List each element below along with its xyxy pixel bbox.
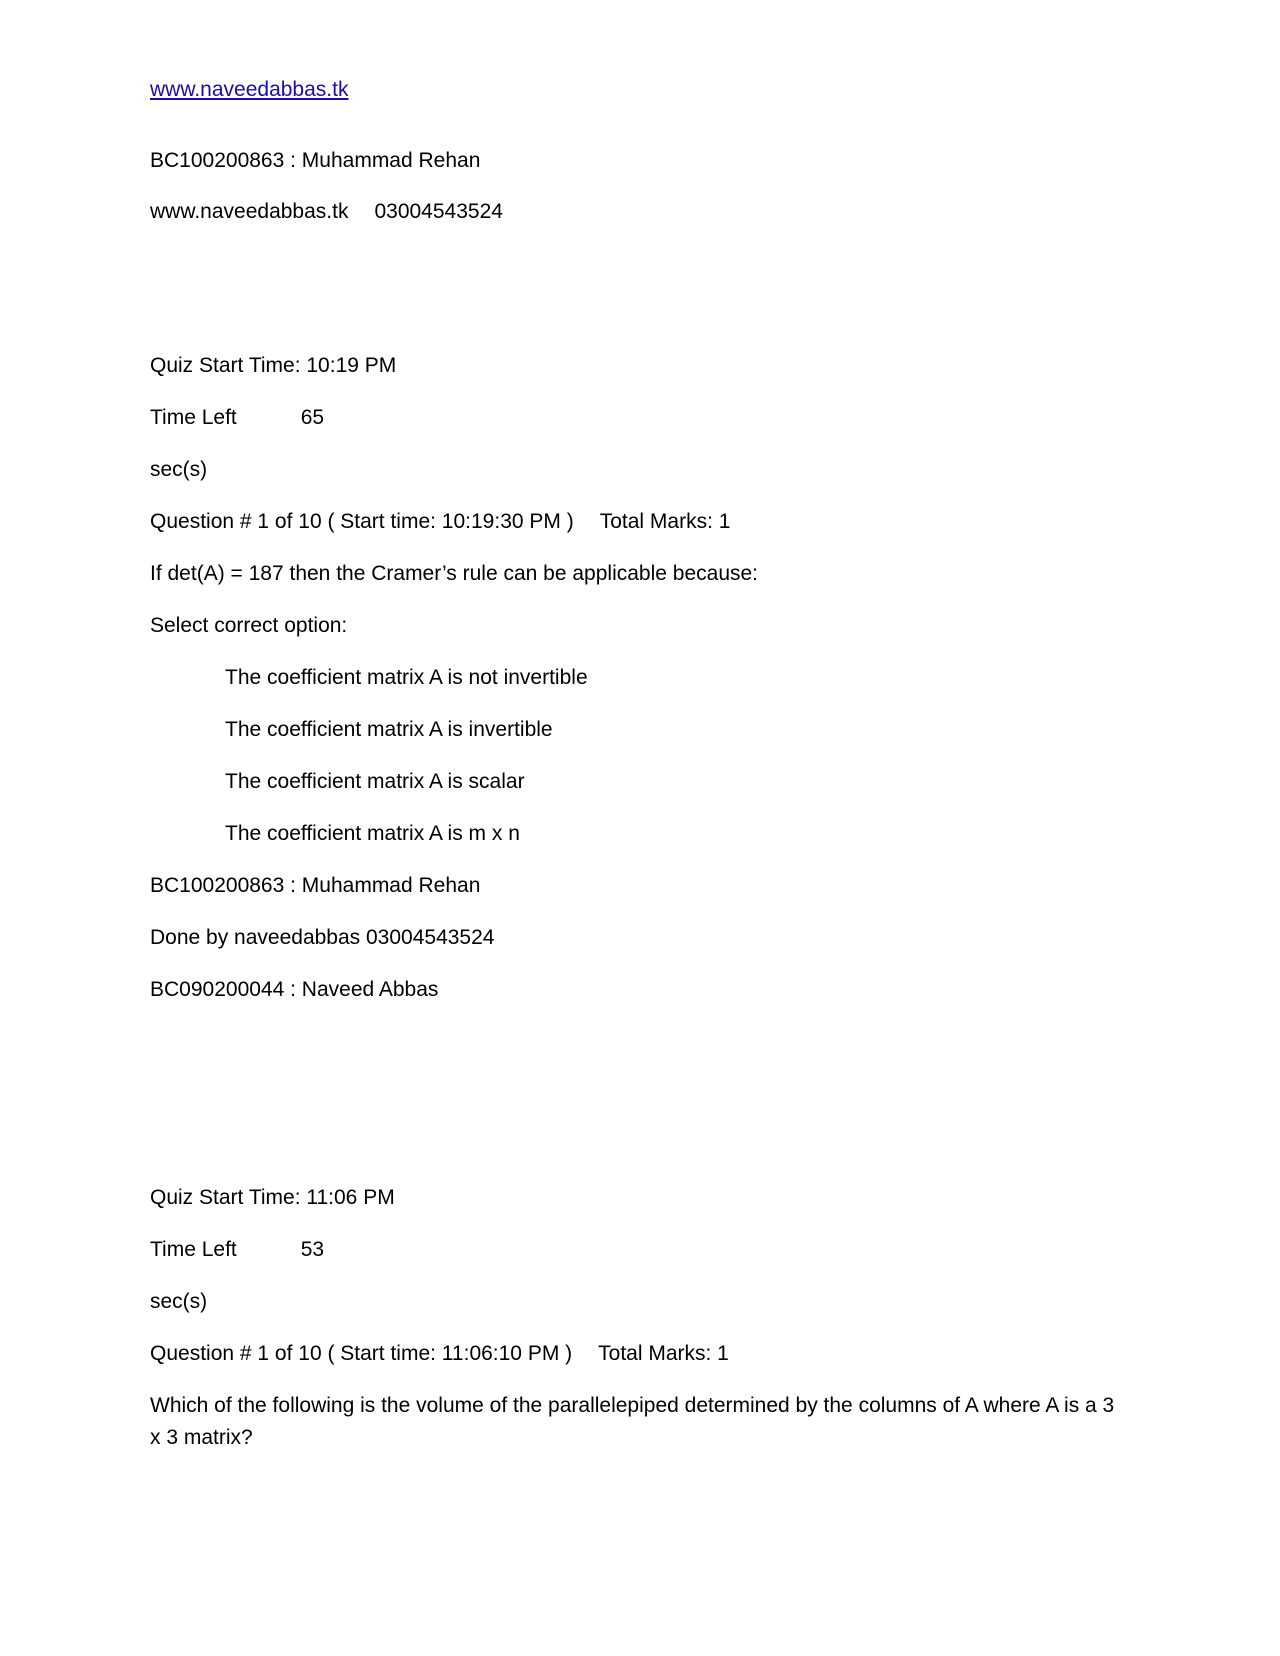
website-link[interactable]: www.naveedabbas.tk: [150, 78, 349, 101]
quiz1-total-marks: Total Marks: 1: [599, 510, 731, 533]
quiz2-question-text: Which of the following is the volume of the parallelepiped determined by the columns of A where A is a 3 x 3 matrix?: [150, 1394, 1115, 1449]
header-link-row: [150, 74, 348, 106]
quiz2-time-left-value: 53: [300, 1238, 325, 1261]
quiz2-start-time: Quiz Start Time: 11:06 PM: [150, 1186, 395, 1209]
quiz2-question-number: Question # 1 of 10 ( Start time: 11:06:10 PM ): [150, 1342, 573, 1365]
quiz1-option[interactable]: The coefficient matrix A is scalar: [225, 770, 525, 793]
quiz1-option[interactable]: The coefficient matrix A is m x n: [225, 822, 520, 845]
quiz1-option[interactable]: The coefficient matrix A is invertible: [225, 718, 553, 741]
quiz2-time-left-unit: sec(s): [150, 1290, 208, 1313]
footer-done-by: Done by naveedabbas 03004543524: [150, 926, 495, 949]
quiz1-question-header: [150, 506, 730, 538]
quiz1-time-left: [150, 402, 324, 434]
quiz1-time-left-unit: sec(s): [150, 458, 208, 481]
header-phone-text: 03004543524: [374, 200, 503, 223]
quiz1-time-left-value: 65: [300, 406, 325, 429]
quiz2-total-marks: Total Marks: 1: [598, 1342, 729, 1365]
footer-author-line: BC090200044 : Naveed Abbas: [150, 978, 439, 1001]
quiz2-time-left-label: Time Left: [150, 1238, 237, 1261]
footer-student-line: BC100200863 : Muhammad Rehan: [150, 874, 481, 897]
quiz1-select-prompt: Select correct option:: [150, 614, 348, 637]
header-student-line: BC100200863 : Muhammad Rehan: [150, 149, 481, 172]
header-contact-line: [150, 196, 503, 228]
quiz1-start-time: Quiz Start Time: 10:19 PM: [150, 354, 397, 377]
quiz1-option[interactable]: The coefficient matrix A is not invertible: [225, 666, 588, 689]
quiz1-time-left-label: Time Left: [150, 406, 237, 429]
header-site-text: www.naveedabbas.tk: [150, 200, 349, 223]
quiz2-time-left: [150, 1234, 324, 1266]
quiz1-question-number: Question # 1 of 10 ( Start time: 10:19:30 PM ): [150, 510, 574, 533]
quiz1-question-text: If det(A) = 187 then the Cramer’s rule can be applicable because:: [150, 562, 759, 585]
quiz2-question-header: [150, 1338, 729, 1370]
